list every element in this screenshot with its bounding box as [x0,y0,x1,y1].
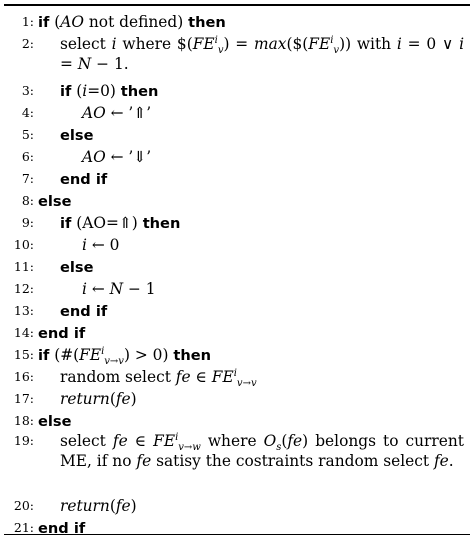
code-text: AO [60,13,84,31]
line-number: 11: [13,259,34,274]
code-text: fe [115,497,131,515]
code-text: ) [130,497,137,515]
code-text: select [60,35,112,53]
keyword: else [38,413,72,430]
code-text: i [82,236,87,254]
keyword: end if [60,171,108,188]
keyword: then [120,83,159,100]
code-text: v→v [236,378,257,390]
line-number: 20: [13,498,34,513]
line-number: 1: [21,14,34,29]
code-text: i [175,431,179,443]
code-text: random select [60,368,176,386]
line-number: 8: [21,193,34,208]
line-number: 15: [13,347,34,362]
code-text: ← [86,280,110,298]
code-text: FE [211,368,234,386]
keyword: then [142,215,181,232]
code-text: v→w [178,442,201,454]
line-code [38,518,85,539]
code-text: =0) [87,82,121,100]
line-code [60,431,464,471]
code-text: = 0 ∨ [401,35,460,53]
code-text: i [233,367,237,379]
keyword: if [60,215,72,232]
code-text: fe [175,368,191,386]
line-code [60,125,94,146]
line-code [38,323,85,344]
code-text: N [109,280,124,298]
code-text: ( [281,432,288,450]
code-text: ← ’⇑’ [105,104,152,122]
line-number: 6: [21,149,34,164]
code-text: ∈ [190,368,212,386]
keyword: else [60,259,94,276]
line-number: 9: [21,215,34,230]
code-text: fe [136,452,152,470]
code-text: ( [49,13,61,31]
code-text: ($( [286,35,309,53]
code-text: select [60,432,113,450]
line-number: 2: [21,36,34,51]
code-text: fe [115,390,131,408]
line-number: 7: [21,171,34,186]
code-text: v [217,45,224,57]
keyword: else [60,127,94,144]
code-text: N [77,55,92,73]
line-code [60,169,107,190]
code-text: = [60,55,78,73]
code-text: s [276,442,282,454]
line-code [60,367,257,390]
line-number: 21: [13,520,34,535]
code-text: (AO=⇑) [71,214,143,232]
code-text: ) belongs to current ME, if no [60,432,464,470]
keyword: else [38,193,72,210]
code-text: i [214,34,218,46]
code-text: )) with [339,35,397,53]
code-text: . [448,452,454,470]
code-text: i [330,34,334,46]
code-text: i [459,35,464,53]
code-text: return [60,497,110,515]
line-number: 3: [21,83,34,98]
code-text: i [101,345,105,357]
line-code [60,257,94,278]
code-text: FE [153,432,176,450]
line-code [82,103,151,123]
code-text: ( [109,497,116,515]
code-text: − 1 [123,280,156,298]
code-text: i [82,82,88,100]
line-code [60,389,137,409]
code-text: ← 0 [86,236,120,254]
code-text: not defined) [84,13,189,31]
line-code [38,411,72,432]
code-text: FE [79,346,102,364]
line-number: 18: [13,413,34,428]
code-text: i [111,35,117,53]
code-text: ) = [223,35,255,53]
line-code [38,12,226,33]
code-text: max [254,35,287,53]
code-text: i [396,35,402,53]
code-text: where [200,432,264,450]
keyword: then [188,14,226,31]
keyword: if [38,14,50,31]
code-text: i [82,280,87,298]
code-text: (#( [49,346,80,364]
keyword: end if [38,520,86,537]
keyword: if [38,347,50,364]
line-code [38,191,72,212]
code-text: ( [109,390,116,408]
line-number: 17: [13,391,34,406]
line-code [60,34,464,74]
line-number: 12: [13,281,34,296]
code-text: ( [71,82,83,100]
code-text: fe [433,452,449,470]
code-text: ) [130,390,137,408]
code-text: O [263,432,277,450]
line-code [60,213,180,234]
code-text: AO [82,148,106,166]
code-text: − 1. [91,55,129,73]
line-number: 16: [13,369,34,384]
code-text: where $( [116,35,193,53]
keyword: then [173,347,211,364]
code-text: v→v [104,356,124,368]
line-code [60,81,158,102]
line-number: 14: [13,325,34,340]
keyword: end if [38,325,86,342]
code-text: ← ’⇓’ [105,148,152,166]
line-number: 13: [13,303,34,318]
code-text: FE [192,35,215,53]
line-code [60,496,137,516]
line-code [82,235,119,255]
code-text: v [333,45,340,57]
line-code [82,147,151,167]
code-text: satisy the costraints random select [151,452,434,470]
code-text: fe [112,432,128,450]
line-code [60,301,107,322]
code-text: FE [308,35,331,53]
line-number: 19: [13,433,34,448]
line-number: 4: [21,105,34,120]
code-text: ∈ [127,432,154,450]
line-number: 5: [21,127,34,142]
algorithm-box [4,4,470,535]
code-text: ) > 0) [123,346,174,364]
code-text: return [60,390,110,408]
code-text: AO [82,104,106,122]
keyword: if [60,83,72,100]
code-text: fe [287,432,303,450]
line-code [38,345,211,366]
line-number: 10: [13,237,34,252]
keyword: end if [60,303,108,320]
line-code [82,279,156,299]
